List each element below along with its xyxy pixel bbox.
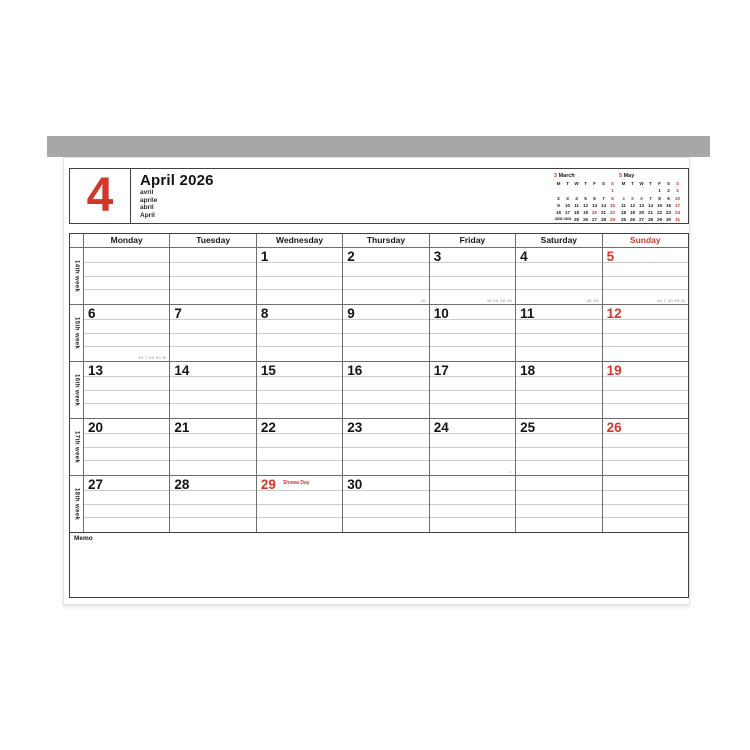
- date-number: 6: [88, 306, 96, 321]
- date-number: 20: [88, 420, 104, 435]
- day-cell-apr-22: [256, 418, 342, 475]
- mini-day-number: 6: [593, 195, 596, 201]
- mini-day-number: 18: [620, 210, 627, 216]
- day-header-wednesday: Wednesday: [256, 234, 342, 247]
- week-label: 17th week: [70, 418, 83, 475]
- mini-day-number: [563, 187, 572, 194]
- mini-dow-label: F: [658, 181, 661, 186]
- date-number: 21: [174, 420, 190, 435]
- mini-day-number: 2: [667, 188, 670, 194]
- day-header-monday: Monday: [83, 234, 169, 247]
- day-header-saturday: Saturday: [515, 234, 601, 247]
- mini-day-number: 2: [557, 195, 560, 201]
- mini-day-number: [646, 187, 655, 194]
- mini-day-number: 21: [600, 210, 607, 216]
- date-number: 29: [260, 477, 276, 492]
- mini-day-number: [619, 187, 628, 194]
- day-cell-apr-15: [256, 361, 342, 418]
- micro-note: ○: [509, 469, 513, 474]
- date-number: 1: [260, 249, 269, 264]
- day-cell-apr-10: [429, 304, 515, 361]
- week-label: 15th week: [70, 304, 83, 361]
- date-number: 4: [520, 249, 528, 264]
- week-label: 18th week: [70, 475, 83, 532]
- mini-day-number: 13: [638, 202, 645, 208]
- day-cell-apr-11: [515, 304, 601, 361]
- mini-dow-label: F: [593, 181, 596, 186]
- mini-day-number: 9: [557, 202, 560, 208]
- day-cell-apr-12: [602, 304, 688, 361]
- month-title-block: [140, 172, 214, 219]
- micro-note: 45 7 40 59 M: [138, 355, 167, 360]
- mini-day-number: 8: [611, 195, 614, 201]
- mini-day-number: 4: [622, 195, 625, 201]
- mini-day-number: 22: [656, 210, 663, 216]
- date-number: 5: [606, 249, 615, 264]
- mini-day-number: 20: [638, 210, 645, 216]
- mini-month-name: May: [623, 173, 635, 179]
- memo-label: Memo: [74, 535, 93, 542]
- mini-dow-label: S: [666, 181, 671, 186]
- day-cell-apr-26: [602, 418, 688, 475]
- date-number: 23: [347, 420, 363, 435]
- date-number: 13: [88, 363, 104, 378]
- date-number: 30: [347, 477, 363, 492]
- month-grid: [69, 233, 689, 533]
- mini-day-number: 27: [591, 217, 598, 223]
- mini-day-number: 3: [676, 188, 679, 194]
- mini-day-number: 1: [611, 188, 614, 194]
- day-cell-apr-27: [83, 475, 169, 532]
- week-label: 16th week: [70, 361, 83, 418]
- mini-dow-label: M: [621, 181, 626, 186]
- mini-day-number: 31: [674, 217, 681, 223]
- mini-calendar-title: [554, 173, 618, 179]
- mini-day-number: 5: [631, 195, 634, 201]
- date-number: 7: [174, 306, 182, 321]
- day-cell-apr-1: [256, 247, 342, 304]
- day-cell-apr-28: [169, 475, 255, 532]
- mini-day-number: [628, 187, 637, 194]
- mini-dow-label: S: [601, 181, 606, 186]
- mini-day-number: 14: [600, 202, 607, 208]
- day-header-thursday: Thursday: [342, 234, 428, 247]
- date-number: 16: [347, 363, 363, 378]
- day-cell: [429, 475, 515, 532]
- day-header-friday: Friday: [429, 234, 515, 247]
- holiday-label: Showa Day: [282, 480, 310, 486]
- mini-day-number: 28: [647, 217, 654, 223]
- micro-note: 46: [420, 298, 426, 303]
- month-subtitle: April: [140, 211, 155, 219]
- month-subtitle: abril: [140, 204, 154, 212]
- date-number: 14: [174, 363, 190, 378]
- date-number: 18: [520, 363, 536, 378]
- mini-day-number: 26: [582, 217, 589, 223]
- day-cell-apr-2: [342, 247, 428, 304]
- mini-month-name: March: [558, 173, 575, 179]
- day-cell-apr-17: [429, 361, 515, 418]
- mini-day-number: 14: [647, 202, 654, 208]
- day-cell-apr-21: [169, 418, 255, 475]
- mini-day-number: 15: [609, 202, 616, 208]
- mini-day-number: [581, 187, 590, 194]
- day-cell: [515, 475, 601, 532]
- day-cell-apr-29: [256, 475, 342, 532]
- mini-day-number: 7: [649, 195, 652, 201]
- mini-day-number: 29: [609, 217, 616, 223]
- day-cell-apr-24: [429, 418, 515, 475]
- date-number: 9: [347, 306, 355, 321]
- mini-day-number: 19: [629, 210, 636, 216]
- mini-day-number: 1: [658, 188, 661, 194]
- mini-day-number: 24: [674, 210, 681, 216]
- day-cell: [169, 247, 255, 304]
- date-number: 11: [520, 306, 535, 321]
- day-cell-apr-7: [169, 304, 255, 361]
- mini-day-number: 26: [629, 217, 636, 223]
- mini-day-number: 11: [574, 202, 579, 208]
- mini-calendar-grid: [554, 180, 618, 224]
- mini-dow-label: T: [631, 181, 634, 186]
- day-cell-apr-4: [515, 247, 601, 304]
- mini-day-number: 15: [656, 202, 663, 208]
- micro-note: 45 40 38 46: [486, 298, 513, 303]
- day-cell-apr-3: [429, 247, 515, 304]
- mini-day-number: 20: [591, 210, 598, 216]
- day-cell-apr-18: [515, 361, 601, 418]
- date-number: 10: [433, 306, 449, 321]
- mini-calendar-title: [619, 173, 683, 179]
- micro-note: 38 46: [586, 298, 599, 303]
- mini-day-number: 11: [621, 202, 626, 208]
- month-number: 4: [70, 169, 131, 223]
- day-cell-apr-25: [515, 418, 601, 475]
- day-cell: [83, 247, 169, 304]
- mini-day-number: 10: [674, 195, 681, 201]
- mini-calendar-may: [619, 173, 683, 224]
- mini-day-number: 25: [620, 217, 627, 223]
- mini-day-number: [637, 187, 646, 194]
- day-header-sunday: Sunday: [602, 234, 688, 247]
- date-number: 12: [606, 306, 622, 321]
- date-number: 26: [606, 420, 622, 435]
- mini-day-number: 6: [640, 195, 643, 201]
- day-header-tuesday: Tuesday: [169, 234, 255, 247]
- mini-month-number: 3: [554, 173, 559, 179]
- micro-note: 45 7 40 59 M: [656, 298, 685, 303]
- mini-day-number: 17: [674, 202, 681, 208]
- calendar-page: [63, 157, 690, 605]
- mini-day-number: 29: [656, 217, 663, 223]
- mini-dow-label: W: [574, 181, 579, 186]
- mini-day-number: 25: [573, 217, 580, 223]
- date-number: 27: [88, 477, 104, 492]
- day-cell-apr-20: [83, 418, 169, 475]
- mini-day-number: [554, 187, 563, 194]
- date-number: 17: [433, 363, 449, 378]
- mini-dow-label: S: [610, 181, 615, 186]
- month-subtitle: avril: [140, 189, 154, 196]
- mini-day-number: 16: [555, 210, 562, 216]
- date-number: 24: [433, 420, 449, 435]
- day-cell-apr-8: [256, 304, 342, 361]
- mini-day-number: [572, 187, 581, 194]
- week-label: 14th week: [70, 247, 83, 304]
- day-cell-apr-6: [83, 304, 169, 361]
- month-title: April 2026: [140, 172, 214, 189]
- mini-day-number: 3: [566, 195, 569, 201]
- day-cell-apr-5: [602, 247, 688, 304]
- mini-day-number: 4: [575, 195, 578, 201]
- mini-dow-label: T: [584, 181, 587, 186]
- mini-day-number: 7: [602, 195, 605, 201]
- grid-corner-cell: [70, 234, 83, 247]
- month-subtitles: [140, 189, 214, 219]
- day-cell: [602, 475, 688, 532]
- mini-day-number: 27: [638, 217, 645, 223]
- date-number: 19: [606, 363, 622, 378]
- day-cell-apr-9: [342, 304, 428, 361]
- mini-day-number: 19: [582, 210, 589, 216]
- date-number: 28: [174, 477, 190, 492]
- mini-dow-label: T: [566, 181, 569, 186]
- month-subtitle: aprile: [140, 196, 158, 204]
- calendar-binding-strip: [47, 136, 710, 157]
- date-number: 25: [520, 420, 536, 435]
- memo-section: [69, 532, 689, 598]
- mini-day-number: 10: [564, 202, 571, 208]
- day-cell-apr-23: [342, 418, 428, 475]
- mini-day-number: 9: [667, 195, 670, 201]
- mini-month-number: 5: [619, 173, 624, 179]
- mini-day-number: 23/30: [554, 217, 563, 222]
- day-cell-apr-30: [342, 475, 428, 532]
- date-number: 3: [433, 249, 442, 264]
- mini-day-number: 12: [629, 202, 636, 208]
- mini-day-number: 18: [573, 210, 580, 216]
- month-header: [69, 168, 689, 224]
- mini-day-number: 17: [564, 210, 571, 216]
- date-number: 22: [260, 420, 276, 435]
- date-number: 2: [347, 249, 355, 264]
- mini-day-number: [599, 187, 608, 194]
- day-cell-apr-19: [602, 361, 688, 418]
- date-number: 8: [260, 306, 269, 321]
- mini-day-number: 22: [609, 210, 616, 216]
- mini-day-number: 8: [658, 195, 661, 201]
- mini-dow-label: M: [556, 181, 561, 186]
- mini-day-number: 16: [665, 202, 672, 208]
- mini-day-number: 24/31: [563, 217, 572, 222]
- mini-day-number: 13: [591, 202, 598, 208]
- mini-day-number: [590, 187, 599, 194]
- mini-dow-label: W: [639, 181, 644, 186]
- day-cell-apr-16: [342, 361, 428, 418]
- mini-day-number: 12: [582, 202, 589, 208]
- mini-day-number: 30: [665, 217, 672, 223]
- date-number: 15: [260, 363, 276, 378]
- mini-dow-label: S: [675, 181, 680, 186]
- mini-calendar-march: [554, 173, 618, 224]
- day-cell-apr-13: [83, 361, 169, 418]
- day-cell-apr-14: [169, 361, 255, 418]
- mini-day-number: 21: [647, 210, 654, 216]
- mini-day-number: 28: [600, 217, 607, 223]
- mini-dow-label: T: [649, 181, 652, 186]
- mini-day-number: 23: [665, 210, 672, 216]
- mini-day-number: 5: [584, 195, 587, 201]
- mini-calendar-grid: [619, 180, 683, 224]
